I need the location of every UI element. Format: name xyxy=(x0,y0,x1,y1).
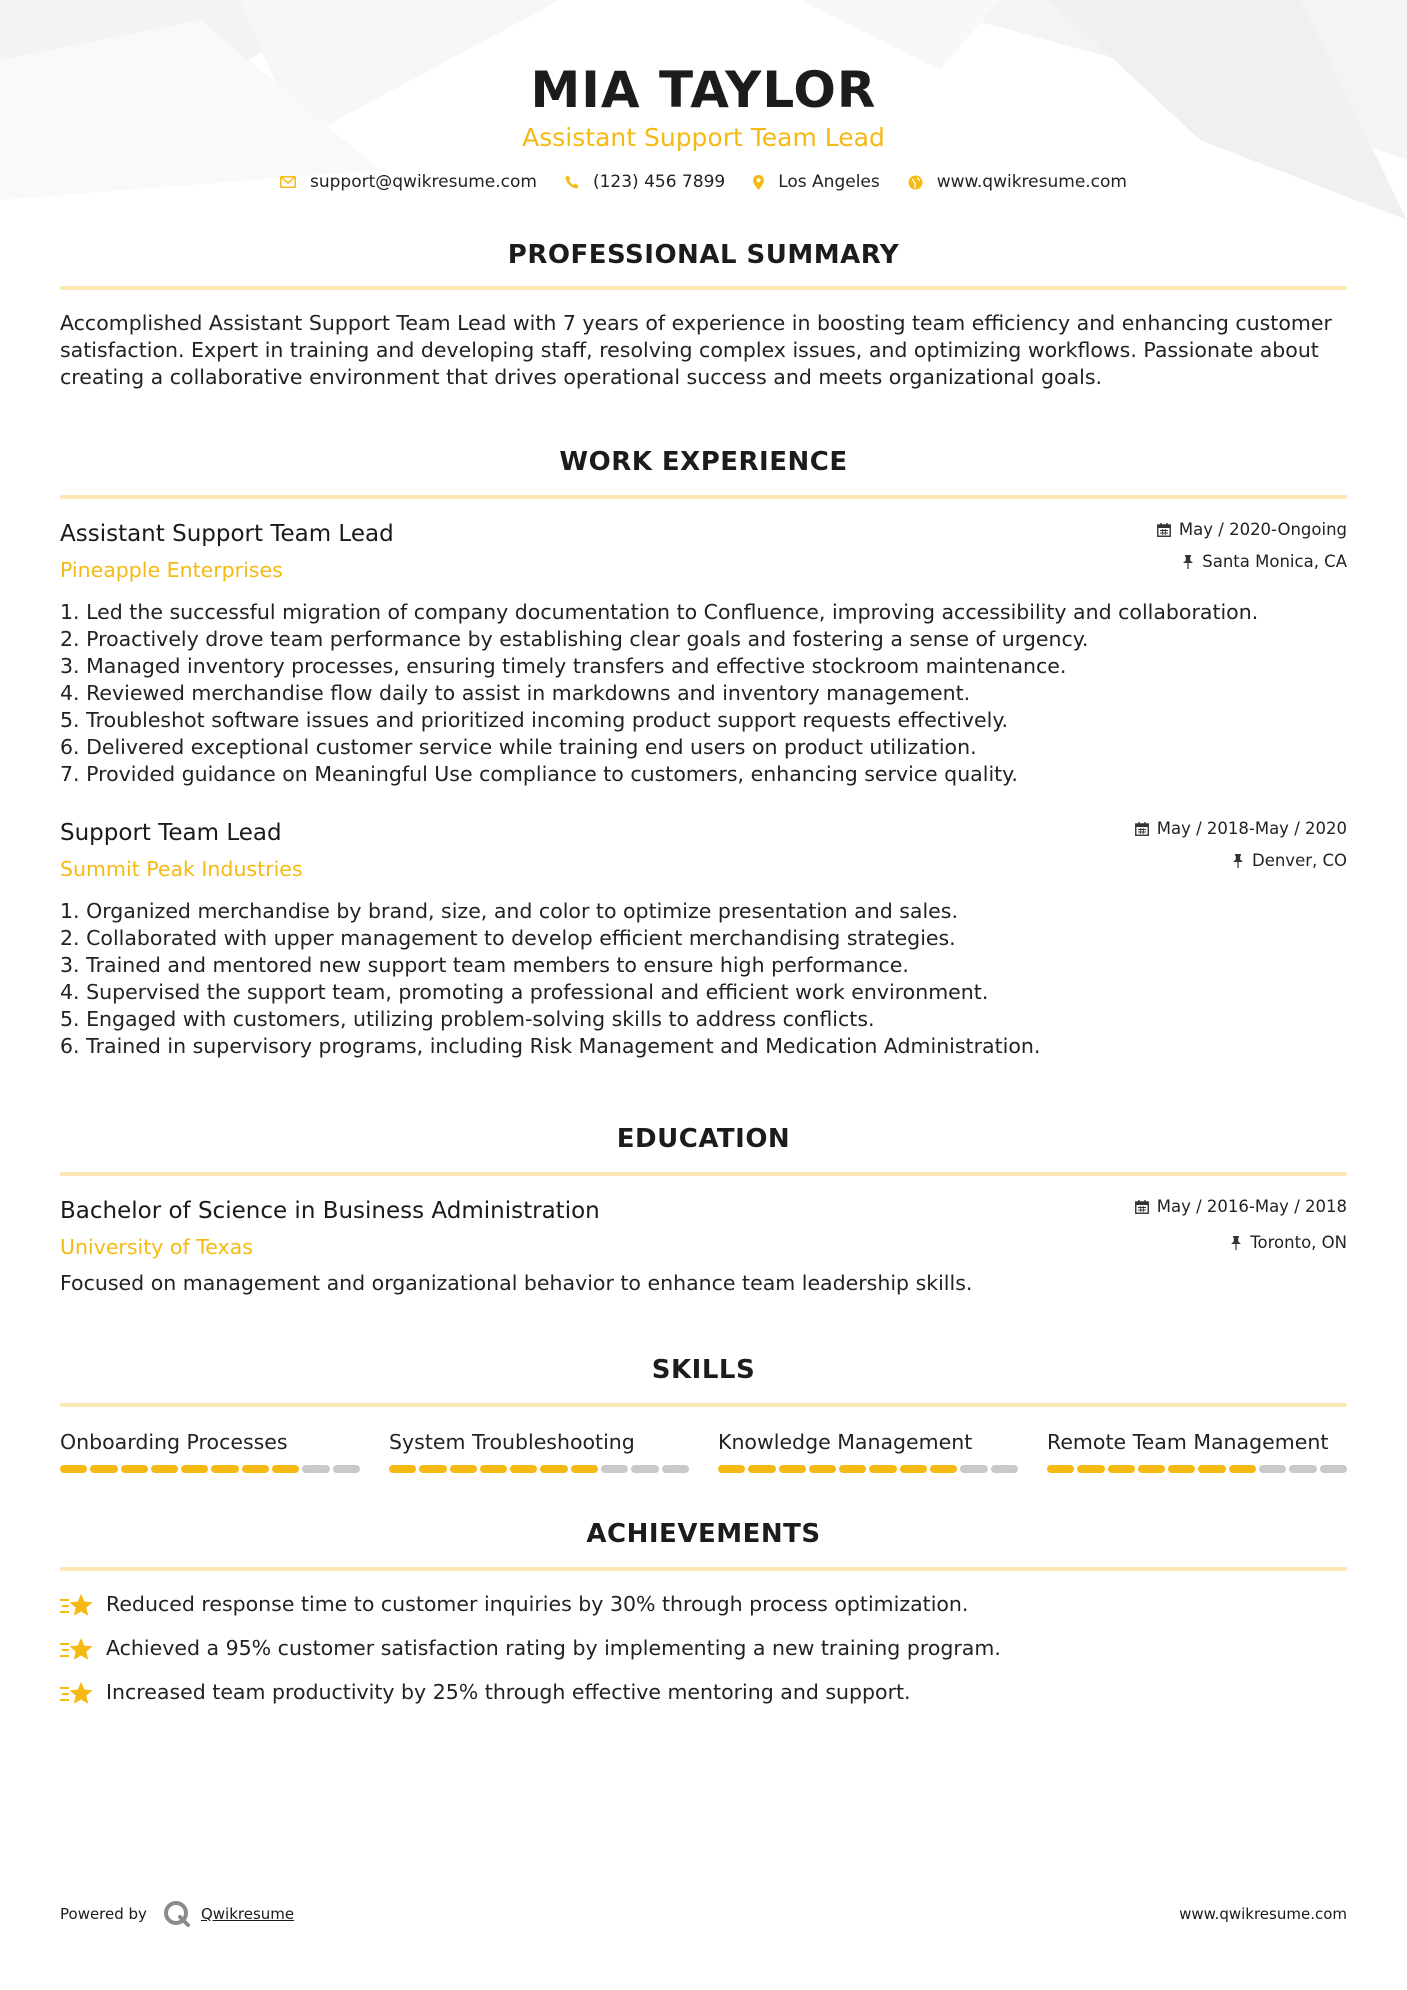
job-meta xyxy=(1135,818,1347,872)
skills-heading: SKILLS xyxy=(651,1355,756,1385)
bullet-text: Trained in supervisory programs, including Risk Management and Medication Administration. xyxy=(86,1034,1041,1058)
bullet-item: 5. Troubleshot software issues and prioritized incoming product support requests effectively. xyxy=(60,708,1009,732)
skill-segment-filled xyxy=(900,1465,927,1473)
bullet-text: Provided guidance on Meaningful Use compliance to customers, enhancing service quality. xyxy=(86,762,1018,786)
education-location xyxy=(1135,1232,1347,1254)
job-company: Summit Peak Industries xyxy=(60,857,303,881)
job-title: Support Team Lead xyxy=(60,820,282,846)
skills-divider xyxy=(60,1403,1347,1407)
bullet-text: Reviewed merchandise flow daily to assist in markdowns and inventory management. xyxy=(86,681,971,705)
powered-by-label: Powered by xyxy=(60,1905,147,1923)
skill-segment-filled xyxy=(60,1465,87,1473)
skill-segment-filled xyxy=(1047,1465,1074,1473)
footer-website-link[interactable]: www.qwikresume.com xyxy=(1179,1905,1347,1923)
job-dates xyxy=(1135,818,1347,840)
skill-segment-filled xyxy=(540,1465,567,1473)
contact-location-text: Los Angeles xyxy=(778,172,880,192)
bullet-item: 1. Organized merchandise by brand, size, and color to optimize presentation and sales. xyxy=(60,899,958,923)
star-icon xyxy=(60,1592,94,1618)
skill-segment-filled xyxy=(779,1465,806,1473)
bullet-text: Organized merchandise by brand, size, and color to optimize presentation and sales. xyxy=(86,899,958,923)
skill-level-bar xyxy=(389,1465,689,1473)
skill-segment-filled xyxy=(480,1465,507,1473)
experience-heading: WORK EXPERIENCE xyxy=(559,447,848,477)
skill-name: Knowledge Management xyxy=(718,1430,973,1454)
education-entry xyxy=(60,1196,1347,1297)
skill-segment-filled xyxy=(181,1465,208,1473)
job-location-text: Denver, CO xyxy=(1251,851,1347,870)
bullet-item: 6. Trained in supervisory programs, including Risk Management and Medication Administration. xyxy=(60,1034,1041,1058)
school-name: University of Texas xyxy=(60,1235,253,1259)
skill-segment-empty xyxy=(302,1465,329,1473)
star-icon xyxy=(60,1636,94,1662)
summary-section xyxy=(60,238,1347,391)
achievement-text: Reduced response time to customer inquiries by 30% through process optimization. xyxy=(106,1592,969,1616)
skill-level-bar xyxy=(60,1465,360,1473)
achievements-list xyxy=(60,1591,1347,1706)
skill-segment-filled xyxy=(419,1465,446,1473)
skill-segment-filled xyxy=(242,1465,269,1473)
bullet-text: Supervised the support team, promoting a professional and efficient work environment. xyxy=(86,980,989,1004)
contact-website[interactable] xyxy=(908,172,1127,192)
skill-segment-empty xyxy=(1259,1465,1286,1473)
job-location xyxy=(1157,551,1347,573)
resume-header xyxy=(60,0,1347,192)
skill-segment-filled xyxy=(839,1465,866,1473)
skill-segment-filled xyxy=(272,1465,299,1473)
bullet-item: 6. Delivered exceptional customer service while training end users on product utilization. xyxy=(60,735,977,759)
contact-location xyxy=(753,172,880,192)
skill-segment-filled xyxy=(930,1465,957,1473)
skill-segment-filled xyxy=(1108,1465,1135,1473)
bullet-item: 3. Managed inventory processes, ensuring timely transfers and effective stockroom maintenance. xyxy=(60,654,1067,678)
skill-segment-empty xyxy=(601,1465,628,1473)
education-location-text: Toronto, ON xyxy=(1250,1233,1347,1252)
qwikresume-link[interactable]: Qwikresume xyxy=(200,1905,295,1923)
skill-name: System Troubleshooting xyxy=(389,1430,635,1454)
bullet-text: Led the successful migration of company documentation to Confluence, improving accessibility and collaboration. xyxy=(86,600,1259,624)
qwikresume-logo-icon xyxy=(163,1900,191,1928)
skill-segment-filled xyxy=(748,1465,775,1473)
skills-section xyxy=(60,1353,1347,1473)
contact-email[interactable] xyxy=(280,172,537,192)
skill-segment-filled xyxy=(1077,1465,1104,1473)
job-location xyxy=(1135,850,1347,872)
skill-segment-empty xyxy=(631,1465,658,1473)
skill-segment-filled xyxy=(1138,1465,1165,1473)
achievement-item xyxy=(60,1591,1347,1618)
contact-website-text: www.qwikresume.com xyxy=(936,172,1127,192)
experience-section xyxy=(60,445,1347,1060)
candidate-role: Assistant Support Team Lead xyxy=(522,123,885,152)
bullet-item: 1. Led the successful migration of company documentation to Confluence, improving accessibility and collaboration. xyxy=(60,600,1259,624)
skill-segment-filled xyxy=(90,1465,117,1473)
skill-segment-filled xyxy=(571,1465,598,1473)
skill-segment-filled xyxy=(1198,1465,1225,1473)
achievement-text: Achieved a 95% customer satisfaction rating by implementing a new training program. xyxy=(106,1636,1001,1660)
job-header xyxy=(60,818,1347,882)
powered-by xyxy=(60,1900,294,1928)
skill-segment-empty xyxy=(662,1465,689,1473)
contact-bar xyxy=(60,172,1347,192)
education-description: Focused on management and organizational behavior to enhance team leadership skills. xyxy=(60,1271,973,1295)
skill-name: Onboarding Processes xyxy=(60,1430,288,1454)
skill-segment-filled xyxy=(389,1465,416,1473)
skill-segment-empty xyxy=(991,1465,1018,1473)
candidate-name: MIA TAYLOR xyxy=(530,61,877,119)
education-dates-text: May / 2016-May / 2018 xyxy=(1156,1197,1347,1216)
skill-item xyxy=(718,1429,1018,1473)
bullet-text: Managed inventory processes, ensuring timely transfers and effective stockroom maintenance. xyxy=(86,654,1067,678)
education-divider xyxy=(60,1172,1347,1176)
job-location-text: Santa Monica, CA xyxy=(1202,552,1347,571)
bullet-text: Collaborated with upper management to develop efficient merchandising strategies. xyxy=(86,926,956,950)
skill-segment-filled xyxy=(510,1465,537,1473)
contact-phone-text: (123) 456 7899 xyxy=(592,172,726,192)
contact-phone[interactable] xyxy=(565,172,725,192)
skill-item xyxy=(1047,1429,1347,1473)
skill-item xyxy=(60,1429,360,1473)
bullet-item: 2. Collaborated with upper management to develop efficient merchandising strategies. xyxy=(60,926,956,950)
bullet-item: 4. Reviewed merchandise flow daily to assist in markdowns and inventory management. xyxy=(60,681,971,705)
summary-text: Accomplished Assistant Support Team Lead with 7 years of experience in boosting team efficiency and enhancing customer satisfaction. Expert in training and developing staff, resolving complex issues, and optimizing workflows. Passionate about creating a collaborative environment that drives operational success and meets organizational goals. xyxy=(60,311,1332,389)
skills-grid xyxy=(60,1429,1347,1473)
achievements-divider xyxy=(60,1567,1347,1571)
education-meta xyxy=(1135,1196,1347,1254)
job-entry xyxy=(60,818,1347,1060)
skill-segment-empty xyxy=(960,1465,987,1473)
pushpin-icon xyxy=(1182,555,1194,569)
job-meta xyxy=(1157,519,1347,573)
contact-email-text: support@qwikresume.com xyxy=(310,172,537,192)
skill-level-bar xyxy=(1047,1465,1347,1473)
bullet-text: Trained and mentored new support team members to ensure high performance. xyxy=(86,953,909,977)
star-icon xyxy=(60,1680,94,1706)
job-bullets xyxy=(60,898,1347,1060)
job-dates-text: May / 2018-May / 2020 xyxy=(1156,819,1347,838)
job-header xyxy=(60,519,1347,583)
envelope-icon xyxy=(280,176,296,188)
page-footer xyxy=(60,1900,1347,1928)
skill-segment-filled xyxy=(1229,1465,1256,1473)
achievement-item xyxy=(60,1679,1347,1706)
summary-heading: PROFESSIONAL SUMMARY xyxy=(507,240,900,270)
skill-segment-filled xyxy=(869,1465,896,1473)
job-bullets xyxy=(60,599,1347,788)
calendar-icon xyxy=(1135,822,1149,836)
bullet-item: 7. Provided guidance on Meaningful Use compliance to customers, enhancing service quality. xyxy=(60,762,1018,786)
skill-segment-filled xyxy=(121,1465,148,1473)
job-dates xyxy=(1157,519,1347,541)
bullet-text: Engaged with customers, utilizing problem-solving skills to address conflicts. xyxy=(86,1007,875,1031)
bullet-text: Troubleshot software issues and prioritized incoming product support requests effectively. xyxy=(86,708,1009,732)
degree-title: Bachelor of Science in Business Administration xyxy=(60,1198,600,1224)
bullet-item: 2. Proactively drove team performance by establishing clear goals and fostering a sense of urgency. xyxy=(60,627,1089,651)
education-dates xyxy=(1135,1196,1347,1218)
job-company: Pineapple Enterprises xyxy=(60,558,283,582)
achievements-heading: ACHIEVEMENTS xyxy=(586,1519,821,1549)
skill-segment-empty xyxy=(1320,1465,1347,1473)
achievement-item xyxy=(60,1635,1347,1662)
globe-icon xyxy=(908,175,923,190)
experience-divider xyxy=(60,495,1347,499)
skill-name: Remote Team Management xyxy=(1047,1430,1329,1454)
job-dates-text: May / 2020-Ongoing xyxy=(1178,520,1347,539)
job-entry xyxy=(60,519,1347,788)
calendar-icon xyxy=(1135,1200,1149,1214)
bullet-item: 3. Trained and mentored new support team members to ensure high performance. xyxy=(60,953,909,977)
job-title: Assistant Support Team Lead xyxy=(60,521,394,547)
education-section xyxy=(60,1122,1347,1297)
bullet-text: Proactively drove team performance by establishing clear goals and fostering a sense of urgency. xyxy=(86,627,1089,651)
skill-level-bar xyxy=(718,1465,1018,1473)
skill-segment-filled xyxy=(151,1465,178,1473)
bullet-item: 5. Engaged with customers, utilizing problem-solving skills to address conflicts. xyxy=(60,1007,875,1031)
education-header xyxy=(60,1196,1347,1260)
map-pin-icon xyxy=(753,175,764,190)
skill-item xyxy=(389,1429,689,1473)
phone-icon xyxy=(565,175,579,189)
summary-divider xyxy=(60,286,1347,290)
education-heading: EDUCATION xyxy=(616,1124,791,1154)
skill-segment-empty xyxy=(333,1465,360,1473)
achievements-section xyxy=(60,1517,1347,1706)
skill-segment-filled xyxy=(450,1465,477,1473)
calendar-icon xyxy=(1157,523,1171,537)
skill-segment-filled xyxy=(718,1465,745,1473)
bullet-text: Delivered exceptional customer service while training end users on product utilization. xyxy=(86,735,977,759)
skill-segment-filled xyxy=(1168,1465,1195,1473)
skill-segment-filled xyxy=(211,1465,238,1473)
achievement-text: Increased team productivity by 25% through effective mentoring and support. xyxy=(106,1680,911,1704)
skill-segment-filled xyxy=(809,1465,836,1473)
pushpin-icon xyxy=(1230,1236,1242,1250)
bullet-item: 4. Supervised the support team, promoting a professional and efficient work environment. xyxy=(60,980,989,1004)
skill-segment-empty xyxy=(1289,1465,1316,1473)
pushpin-icon xyxy=(1232,854,1244,868)
